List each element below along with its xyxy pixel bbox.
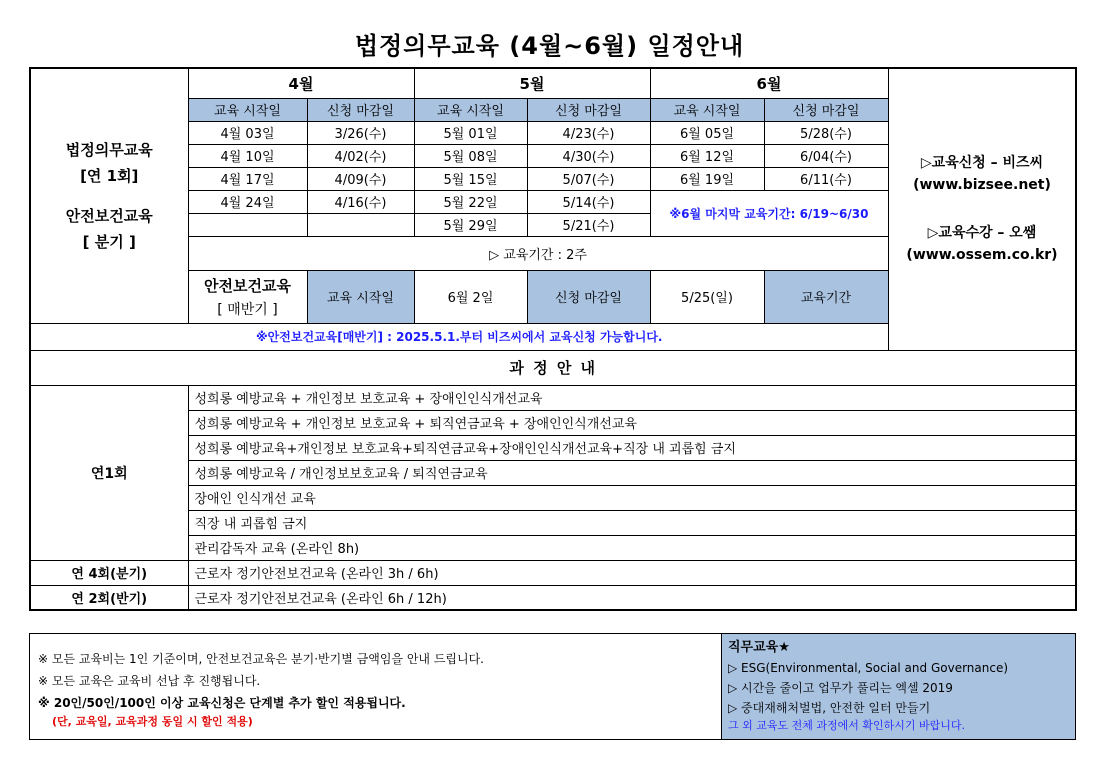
semiannual-start-value: 6월 2일 — [414, 270, 527, 323]
schedule-cell: 3/26(수) — [307, 121, 414, 144]
note-item: ※ 20인/50인/100인 이상 교육신청은 단계별 추가 할인 적용됩니다. — [38, 696, 406, 710]
note-discount: (단, 교육일, 교육과정 동일 시 할인 적용) — [52, 715, 253, 728]
schedule-cell: 5월 15일 — [414, 167, 527, 190]
semiannual-label: 안전보건교육 [ 매반기 ] — [188, 270, 307, 323]
apr-start-header: 교육 시작일 — [188, 98, 307, 121]
month-header-jun: 6월 — [650, 68, 888, 98]
schedule-cell: 4/23(수) — [527, 121, 650, 144]
schedule-cell: 4/09(수) — [307, 167, 414, 190]
semiannual-deadline-value: 5/25(일) — [650, 270, 764, 323]
job-edu-item: ▷ 중대재해처벌법, 안전한 일터 만들기 — [728, 701, 931, 715]
course-item: 성희롱 예방교육 / 개인정보보호교육 / 퇴직연금교육 — [188, 460, 1076, 485]
course-item: 성희롱 예방교육 + 개인정보 보호교육 + 퇴직연금교육 + 장애인인식개선교육 — [188, 410, 1076, 435]
legal-edu-label: 법정의무교육 [연 1회] 안전보건교육 [ 분기 ] — [30, 68, 188, 323]
half-label: 연 2회(반기) — [30, 585, 188, 610]
schedule-cell: 5/07(수) — [527, 167, 650, 190]
semiannual-start-label: 교육 시작일 — [307, 270, 414, 323]
jun-start-header: 교육 시작일 — [650, 98, 764, 121]
month-header-may: 5월 — [414, 68, 650, 98]
note-item: ※ 모든 교육은 교육비 선납 후 진행됩니다. — [38, 674, 261, 688]
schedule-cell: 4월 10일 — [188, 144, 307, 167]
schedule-cell: 5월 08일 — [414, 144, 527, 167]
course-item: 장애인 인식개선 교육 — [188, 485, 1076, 510]
semiannual-deadline-label: 신청 마감일 — [527, 270, 650, 323]
job-edu-item: ▷ 시간을 줄이고 업무가 풀리는 엑셀 2019 — [728, 681, 953, 695]
course-item: 근로자 정기안전보건교육 (온라인 6h / 12h) — [188, 585, 1076, 610]
schedule-cell: 4/02(수) — [307, 144, 414, 167]
apr-deadline-header: 신청 마감일 — [307, 98, 414, 121]
semiannual-note: ※안전보건교육[매반기] : 2025.5.1.부터 비즈씨에서 교육신청 가능합니다. — [30, 323, 888, 350]
schedule-cell: 5/14(수) — [527, 190, 650, 213]
schedule-cell: 5월 01일 — [414, 121, 527, 144]
june-last-period-note: ※6월 마지막 교육기간: 6/19~6/30 — [650, 190, 888, 236]
job-edu-item: ▷ ESG(Environmental, Social and Governance) — [728, 661, 1009, 675]
course-item: 성희롱 예방교육 + 개인정보 보호교육 + 장애인인식개선교육 — [188, 385, 1076, 410]
schedule-cell: 4월 17일 — [188, 167, 307, 190]
notes-list — [38, 648, 484, 730]
course-item: 직장 내 괴롭힘 금지 — [188, 510, 1076, 535]
schedule-cell: 6/11(수) — [764, 167, 888, 190]
schedule-cell: 5월 29일 — [414, 213, 527, 236]
schedule-table — [29, 67, 1077, 611]
month-header-apr: 4월 — [188, 68, 414, 98]
course-item: 성희롱 예방교육+개인정보 보호교육+퇴직연금교육+장애인인식개선교육+직장 내 괴롭힘 금지 — [188, 435, 1076, 460]
job-edu-title: 직무교육★ — [728, 640, 790, 655]
course-header: 과 정 안 내 — [30, 350, 1076, 385]
edu-period: ▷ 교육기간 : 2주 — [188, 236, 888, 270]
schedule-cell — [188, 213, 307, 236]
schedule-cell: 5월 22일 — [414, 190, 527, 213]
semiannual-period-label: 교육기간 — [764, 270, 888, 323]
job-edu-footer: 그 외 교육도 전체 과정에서 확인하시기 바랍니다. — [728, 719, 965, 732]
schedule-cell: 5/28(수) — [764, 121, 888, 144]
jun-deadline-header: 신청 마감일 — [764, 98, 888, 121]
quarter-label: 연 4회(분기) — [30, 560, 188, 585]
schedule-cell: 5/21(수) — [527, 213, 650, 236]
page-title: 법정의무교육 (4월~6월) 일정안내 — [354, 32, 745, 60]
schedule-cell: 6월 05일 — [650, 121, 764, 144]
schedule-cell: 6/04(수) — [764, 144, 888, 167]
course-item: 근로자 정기안전보건교육 (온라인 3h / 6h) — [188, 560, 1076, 585]
schedule-cell: 4/30(수) — [527, 144, 650, 167]
schedule-cell: 6월 19일 — [650, 167, 764, 190]
apply-info: ▷교육신청 – 비즈씨 (www.bizsee.net) ▷교육수강 – 오쌤 (www.ossem.co.kr) — [888, 68, 1076, 350]
schedule-cell — [307, 213, 414, 236]
may-start-header: 교육 시작일 — [414, 98, 527, 121]
schedule-cell: 4월 24일 — [188, 190, 307, 213]
notes-box — [29, 633, 1076, 740]
schedule-cell: 4월 03일 — [188, 121, 307, 144]
may-deadline-header: 신청 마감일 — [527, 98, 650, 121]
job-edu-box — [721, 634, 1075, 739]
yearly-label: 연1회 — [30, 385, 188, 560]
note-item: ※ 모든 교육비는 1인 기준이며, 안전보건교육은 분기·반기별 금액임을 안내 드립니다. — [38, 652, 485, 666]
course-item: 관리감독자 교육 (온라인 8h) — [188, 535, 1076, 560]
schedule-cell: 6월 12일 — [650, 144, 764, 167]
schedule-cell: 4/16(수) — [307, 190, 414, 213]
